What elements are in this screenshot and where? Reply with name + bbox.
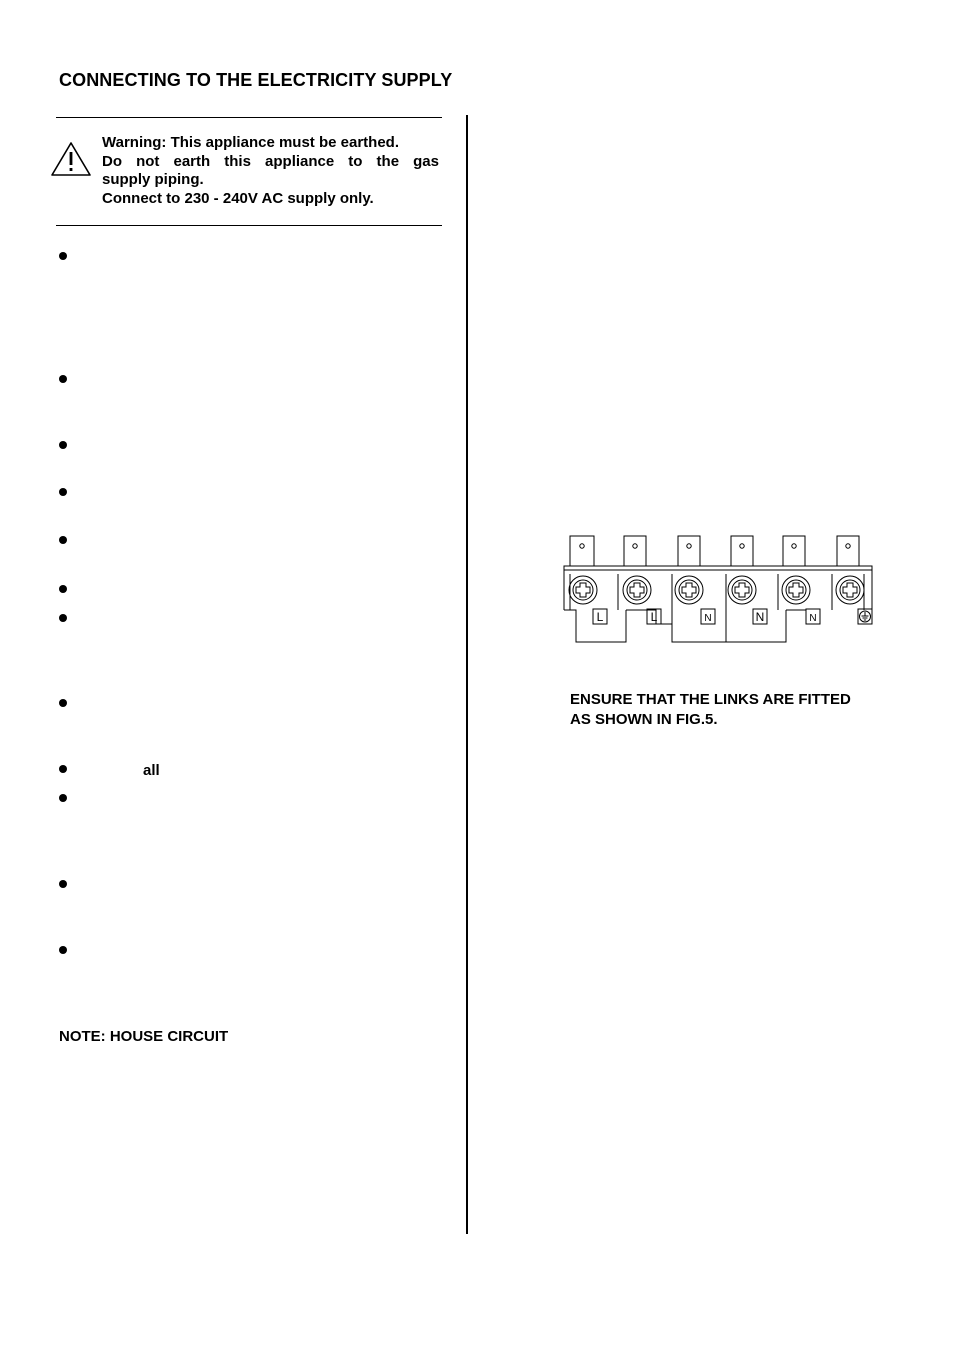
terminal-label: N [755,610,765,624]
bullet-marker [59,585,67,593]
bullet-marker [59,536,67,544]
terminal-label: N [704,613,712,624]
warning-line-4: Connect to 230 - 240V AC supply only. [102,189,374,207]
warning-top-rule [56,117,442,118]
emphasis-all: all [143,762,160,779]
warning-line-1: Warning: This appliance must be earthed. [102,134,399,151]
terminal-label: N [809,613,817,624]
note-house-circuit: NOTE: HOUSE CIRCUIT [59,1028,229,1045]
bullet-marker [59,794,67,802]
bullet-marker [59,488,67,496]
bullet-marker [59,252,67,260]
ensure-links-note [570,690,851,729]
bullet-marker [59,765,67,773]
page-title: CONNECTING TO THE ELECTRICITY SUPPLY [59,70,453,90]
terminal-block-diagram [556,534,878,646]
warning-text [102,134,439,208]
terminal-label: L [596,610,604,624]
earth-symbol-icon [860,611,871,622]
bullet-marker [59,614,67,622]
column-divider [466,115,468,1234]
warning-triangle-icon [50,141,92,177]
ensure-line-2: AS SHOWN IN FIG.5. [570,710,718,728]
terminal-screw-icon [569,576,864,604]
bullet-marker [59,880,67,888]
warning-line-2: Do not earth this appliance to the gas [102,152,439,170]
bullet-marker [59,699,67,707]
warning-line-3: supply piping. [102,171,204,188]
bullet-marker [59,946,67,954]
bullet-marker [59,441,67,449]
bullet-marker [59,375,67,383]
terminal-label: L [650,610,658,624]
warning-bottom-rule [56,225,442,226]
ensure-line-1: ENSURE THAT THE LINKS ARE FITTED [570,691,851,708]
